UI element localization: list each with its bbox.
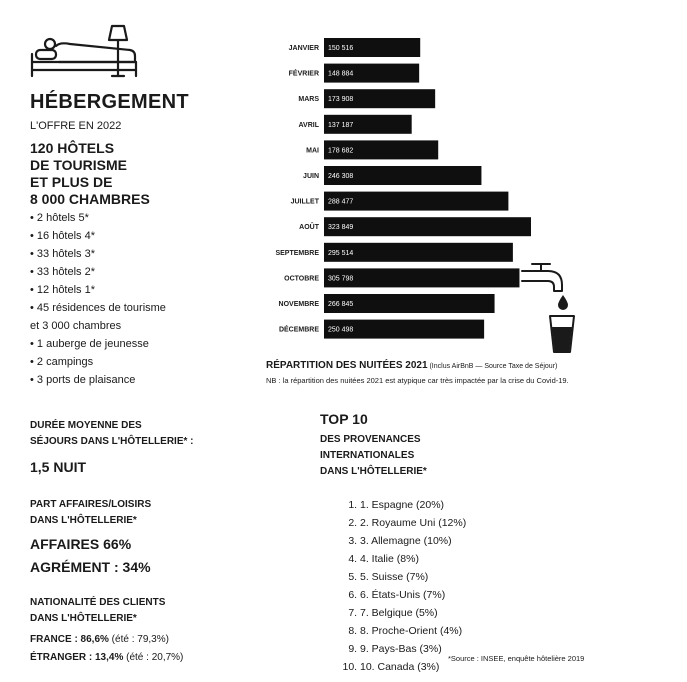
list-item: 10. 10. Canada (3%) xyxy=(360,658,466,676)
top10-list xyxy=(320,496,466,676)
chart-caption-title: RÉPARTITION DES NUITÉES 2021 xyxy=(266,360,428,371)
list-item: et 3 000 chambres xyxy=(30,320,122,332)
france-summer: (été : 79,3%) xyxy=(108,634,169,645)
bar-value-label: 323 849 xyxy=(328,224,354,232)
month-label: JANVIER xyxy=(288,45,319,52)
france-value: FRANCE : 86,6% xyxy=(30,634,109,645)
list-item: • 2 hôtels 5* xyxy=(30,212,89,224)
section-title: HÉBERGEMENT xyxy=(30,91,189,113)
duree-label xyxy=(30,418,194,450)
month-label: DÉCEMBRE xyxy=(278,326,319,334)
bar xyxy=(324,268,519,287)
glass-of-water-icon xyxy=(547,313,577,355)
duree-label-line: SÉJOURS DANS L'HÔTELLERIE* : xyxy=(30,436,194,447)
month-label: SEPTEMBRE xyxy=(275,249,319,257)
nationalite-values xyxy=(30,631,183,667)
list-item: 9. 9. Pays-Bas (3%) xyxy=(360,640,466,658)
top10-subtitle xyxy=(320,432,427,480)
headline-line: 8 000 CHAMBRES xyxy=(30,191,150,207)
month-label: OCTOBRE xyxy=(284,275,319,283)
section-subtitle: L'OFFRE EN 2022 xyxy=(30,120,122,132)
part-label xyxy=(30,497,151,529)
etranger-row xyxy=(30,649,183,667)
list-item: 2. 2. Royaume Uni (12%) xyxy=(360,514,466,532)
bar-value-label: 305 798 xyxy=(328,275,354,283)
list-item: 6. 6. États-Unis (7%) xyxy=(360,586,466,604)
list-item: • 33 hôtels 2* xyxy=(30,266,96,278)
list-item: 5. 5. Suisse (7%) xyxy=(360,568,466,586)
bar-value-label: 150 516 xyxy=(328,45,354,52)
part-label-line: DANS L'HÔTELLERIE* xyxy=(30,515,137,526)
bar-value-label: 266 845 xyxy=(328,301,354,308)
top10-subtitle-line: DANS L'HÔTELLERIE* xyxy=(320,466,427,477)
month-label: AOÛT xyxy=(299,224,319,232)
etranger-summer: (été : 20,7%) xyxy=(123,652,184,663)
bar xyxy=(324,217,531,236)
list-item: • 1 auberge de jeunesse xyxy=(30,338,149,350)
month-label: JUILLET xyxy=(290,198,319,206)
bar-value-label: 246 308 xyxy=(328,173,354,180)
top10-subtitle-line: DES PROVENANCES xyxy=(320,434,421,445)
chart-caption-note: (Inclus AirBnB — Source Taxe de Séjour) xyxy=(427,363,558,370)
bed-with-lamp-icon xyxy=(30,24,142,78)
bar-value-label: 295 514 xyxy=(328,249,354,257)
affaires-value: AFFAIRES 66% xyxy=(30,536,132,552)
month-label: MARS xyxy=(298,96,319,104)
top10-title: TOP 10 xyxy=(320,411,368,427)
part-label-line: PART AFFAIRES/LOISIRS xyxy=(30,499,152,510)
list-item: • 2 campings xyxy=(30,356,94,368)
chart-caption xyxy=(266,360,557,371)
headline xyxy=(30,140,150,208)
nationalite-label-line: NATIONALITÉ DES CLIENTS xyxy=(30,597,166,608)
month-label: AVRIL xyxy=(298,121,319,129)
agrement-value: AGRÉMENT : 34% xyxy=(30,559,151,575)
nationalite-label xyxy=(30,595,165,627)
list-item: 7. 7. Belgique (5%) xyxy=(360,604,466,622)
bar-value-label: 178 682 xyxy=(328,147,354,155)
month-label: JUIN xyxy=(303,173,319,180)
headline-line: DE TOURISME xyxy=(30,157,127,173)
source-note: *Source : INSEE, enquête hôtelière 2019 xyxy=(448,654,585,663)
month-label: FÉVRIER xyxy=(288,70,319,78)
list-item: 4. 4. Italie (8%) xyxy=(360,550,466,568)
bar-value-label: 250 498 xyxy=(328,326,354,334)
duree-value: 1,5 NUIT xyxy=(30,459,87,475)
month-label: MAI xyxy=(306,147,319,155)
nuitees-bar-chart xyxy=(250,36,550,346)
list-item: 1. 1. Espagne (20%) xyxy=(360,496,466,514)
etranger-value: ÉTRANGER : 13,4% xyxy=(30,652,124,663)
list-item: 3. 3. Allemagne (10%) xyxy=(360,532,466,550)
top10-subtitle-line: INTERNATIONALES xyxy=(320,450,415,461)
list-item: • 12 hôtels 1* xyxy=(30,284,96,296)
headline-line: ET PLUS DE xyxy=(30,174,113,190)
chart-nb-note: NB : la répartition des nuitées 2021 est atypique car très impactée par la crise du Covid-19. xyxy=(266,376,569,385)
bar-value-label: 137 187 xyxy=(328,121,354,129)
list-item: 8. 8. Proche-Orient (4%) xyxy=(360,622,466,640)
list-item: • 16 hôtels 4* xyxy=(30,230,96,242)
bar-value-label: 173 908 xyxy=(328,96,354,104)
list-item: • 33 hôtels 3* xyxy=(30,248,96,260)
list-item: • 45 résidences de tourisme xyxy=(30,302,166,314)
bar-value-label: 148 884 xyxy=(328,70,354,78)
month-label: NOVEMBRE xyxy=(278,301,319,308)
france-row xyxy=(30,631,183,649)
nationalite-label-line: DANS L'HÔTELLERIE* xyxy=(30,613,137,624)
bar-value-label: 288 477 xyxy=(328,198,354,206)
list-item: • 3 ports de plaisance xyxy=(30,374,136,386)
headline-line: 120 HÔTELS xyxy=(30,140,115,156)
duree-label-line: DURÉE MOYENNE DES xyxy=(30,420,142,431)
offer-list xyxy=(30,209,166,389)
